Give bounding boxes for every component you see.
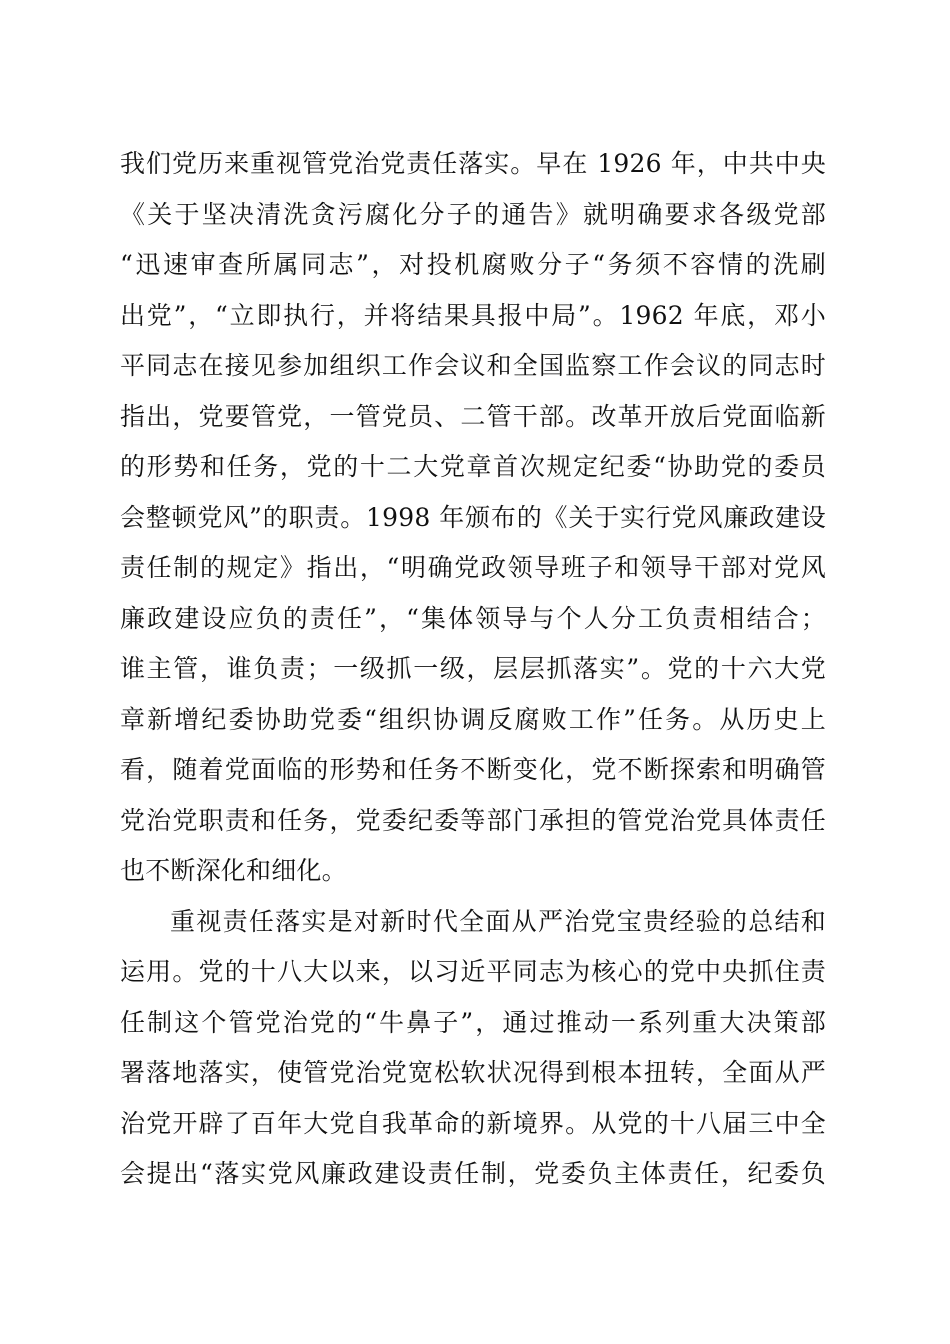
text-line: 运用。党的十八大以来，以习近平同志为核心的党中央抓住责 — [120, 957, 826, 986]
text-line: 廉政建设应负的责任”，“集体领导与个人分工负责相结合； — [120, 603, 826, 633]
text-line: 党治党职责和任务，党委纪委等部门承担的管党治党具体责任 — [120, 805, 826, 835]
document-body — [120, 139, 826, 1200]
paragraph-1 — [120, 139, 826, 897]
text-line: 出党”，“立即执行，并将结果具报中局”。1962 年底，邓小 — [120, 300, 826, 330]
text-line: 治党开辟了百年大党自我革命的新境界。从党的十八届三中全 — [120, 1108, 826, 1138]
text-line: 指出，党要管党，一管党员、二管干部。改革开放后党面临新 — [120, 401, 826, 431]
text-line: 重视责任落实是对新时代全面从严治党宝贵经验的总结和 — [170, 906, 826, 936]
text-line: “迅速审查所属同志”，对投机腐败分子“务须不容情的洗刷 — [120, 250, 826, 279]
text-line: 会整顿党风”的职责。1998 年颁布的《关于实行党风廉政建设 — [120, 502, 826, 532]
text-line: 看，随着党面临的形势和任务不断变化，党不断探索和明确管 — [120, 755, 826, 784]
text-line: 《关于坚决清洗贪污腐化分子的通告》就明确要求各级党部 — [120, 199, 826, 229]
text-line: 的形势和任务，党的十二大党章首次规定纪委“协助党的委员 — [120, 452, 826, 481]
paragraph-2 — [120, 897, 826, 1200]
text-line: 也不断深化和细化。 — [120, 856, 347, 885]
text-line: 章新增纪委协助党委“组织协调反腐败工作”任务。从历史上 — [120, 704, 826, 734]
text-line: 会提出“落实党风廉政建设责任制，党委负主体责任，纪委负 — [120, 1159, 826, 1188]
text-line: 署落地落实，使管党治党宽松软状况得到根本扭转，全面从严 — [120, 1058, 826, 1087]
text-line: 责任制的规定》指出，“明确党政领导班子和领导干部对党风 — [120, 553, 826, 582]
text-line: 我们党历来重视管党治党责任落实。早在 1926 年，中共中央 — [120, 149, 826, 178]
text-line: 平同志在接见参加组织工作会议和全国监察工作会议的同志时 — [120, 351, 826, 380]
text-line: 谁主管，谁负责；一级抓一级，层层抓落实”。党的十六大党 — [120, 654, 826, 683]
text-line: 任制这个管党治党的“牛鼻子”，通过推动一系列重大决策部 — [120, 1007, 826, 1037]
